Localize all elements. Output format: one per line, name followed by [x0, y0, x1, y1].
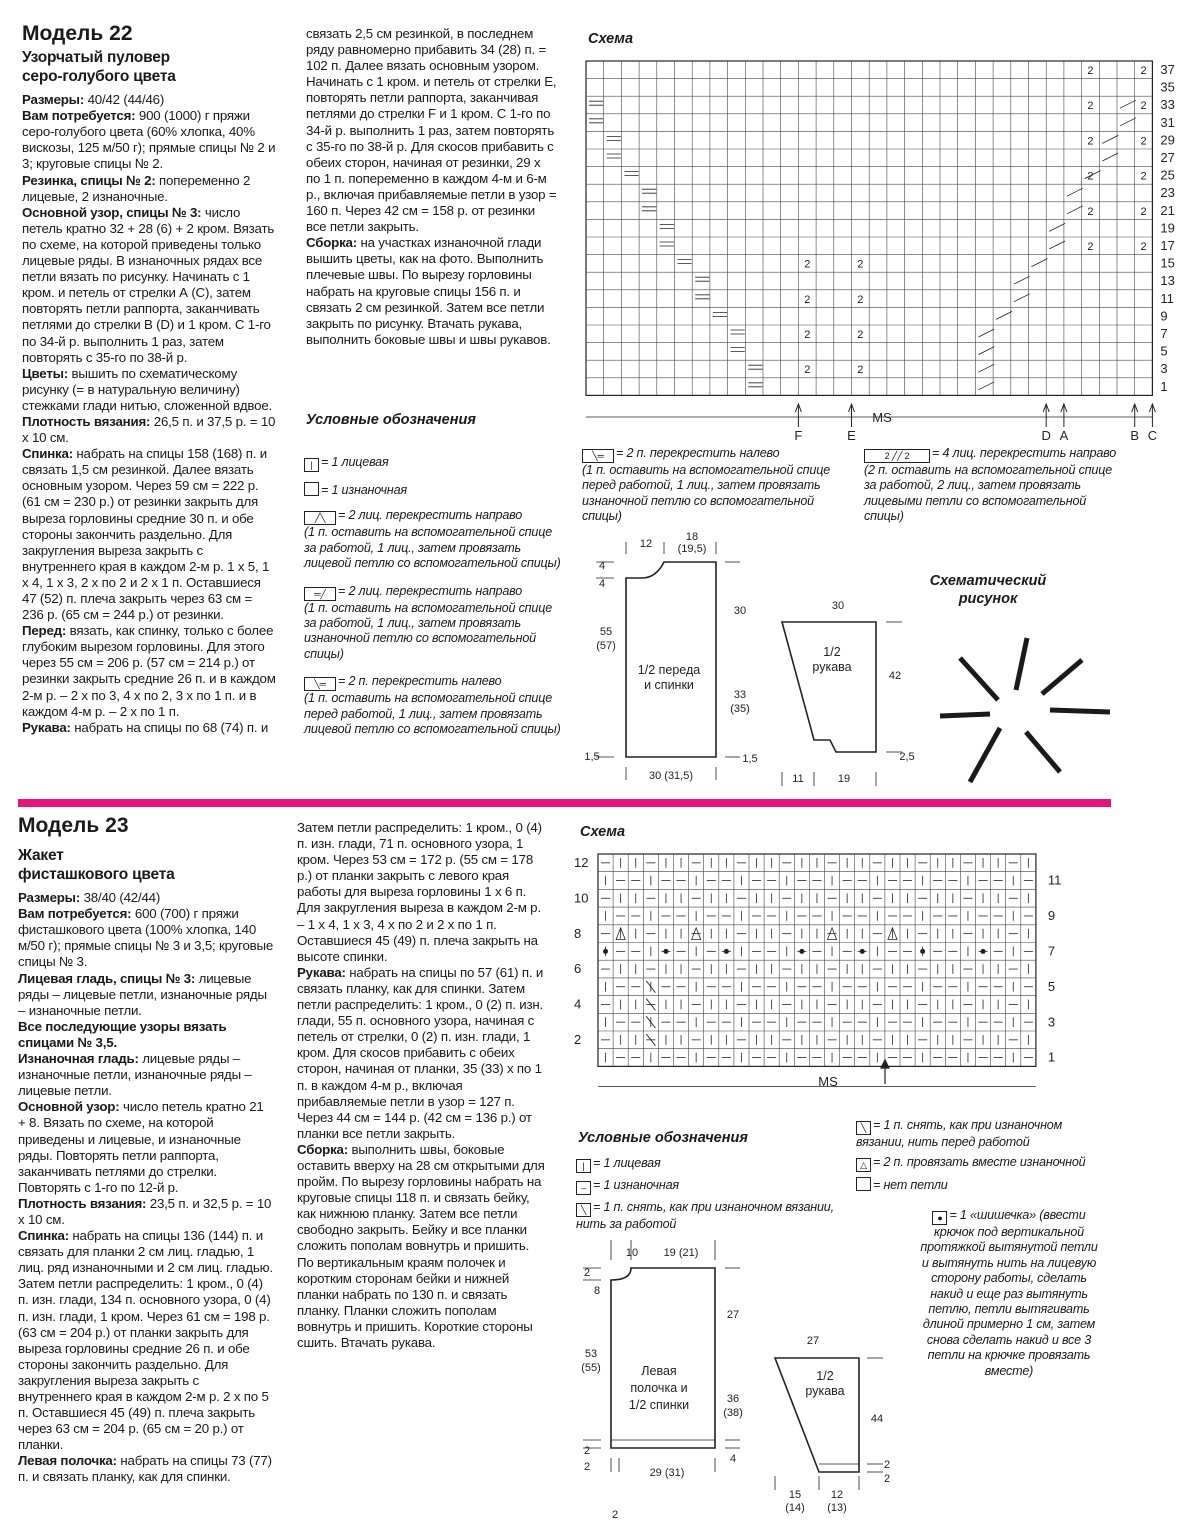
model22-col2-body	[306, 26, 558, 348]
model23-sleeve-bottom-b: 12	[830, 1489, 844, 1501]
model22-sleeve-outline	[782, 622, 876, 752]
cross-stitch-mark	[1014, 276, 1030, 284]
legend-purl: = 1 изнаночная	[304, 482, 564, 498]
paragraph	[18, 890, 274, 906]
paragraph	[18, 1228, 274, 1453]
paragraph-text: набрать на спицы 158 (168) п. и связать 1,5 см резинкой. Далее вязать основным узором. Через 59 см = 222 р. (61 см = 230 р.) от резинки закрыть для выреза горловины средние 30 п. и обе стороны закончить раздельно. Для закругления выреза закрыть с внутреннего края в каждом 2-м р. 1 х 5, 1 х 4, 1 х 3, 2 х по 2 и 2 х 1 п. Оставшиеся 47 (52) п. плеча закрыть через 63 см = 236 р. (65 см = 244 р.) от резинки.	[22, 446, 270, 623]
bobble-mark	[860, 949, 865, 954]
model23-chart	[570, 848, 1090, 1096]
model22-chart	[580, 55, 1185, 445]
cross-4-mark: 2	[804, 258, 811, 271]
cross-4-mark: 2	[1087, 205, 1094, 218]
legend23-no-stitch: = нет петли	[856, 1177, 1110, 1193]
model22-body-right-33: 33	[733, 689, 747, 701]
row-number: 7	[1160, 326, 1168, 341]
model23-body-top-a: 10	[625, 1247, 639, 1259]
paragraph	[22, 623, 276, 720]
paragraph-heading: Сборка:	[306, 235, 357, 251]
cross-4-mark: 2	[1140, 135, 1147, 148]
p2tog-symbol-icon: △	[856, 1158, 871, 1172]
cross-stitch-mark	[678, 260, 692, 264]
cross-4-mark: 2	[1087, 65, 1094, 77]
cross-4-mark: 2	[857, 293, 864, 306]
paragraph-text: 40/42 (44/46)	[84, 92, 165, 108]
cross-stitch-mark	[731, 348, 745, 352]
model22-body-top-b: 18	[685, 531, 699, 543]
legend-cross-right-2-note: (1 п. оставить на вспомогательной спице за работой, 1 лиц., затем провязать изнаночной петлю со вспомогательной спицы)	[304, 600, 553, 661]
paragraph-heading: Спинка:	[18, 1228, 69, 1244]
cross-4-mark: 2	[1140, 205, 1147, 218]
legend23-slip-back: ╲ = 1 п. снять, как при изнаночном вязании, нить за работой	[576, 1200, 834, 1231]
model23-subtitle: Жакет фисташкового цвета	[18, 847, 175, 884]
row-number: 25	[1160, 167, 1175, 183]
paragraph	[22, 366, 276, 414]
cross-stitch-mark	[1120, 100, 1136, 108]
paragraph	[297, 965, 549, 1142]
model23-legend-bobble	[916, 1208, 1102, 1379]
cross-4-mark: 2	[1140, 100, 1147, 113]
flower-petals-icon	[940, 638, 1110, 782]
model23-sleeve-right: 44	[870, 1413, 884, 1425]
model23-body-left-55: (55)	[581, 1362, 601, 1374]
model23-text-col2	[297, 820, 549, 1351]
paragraph-text: набрать на спицы 136 (144) п. и связать для планки 2 см лиц. гладью, 1 лиц. ряд изнаночными и 2 см лиц. гладью. Затем петли распределить: 1 кром., 0 (4) п. изн. глади, 134 п. основного узора, 0 (4) п. изн. глади, 1 кром. Через 61 см = 198 р. (63 см = 204 р.) от планки закрыть для выреза горловины средние 26 п. и обе стороны закончить раздельно. Для закругления выреза закрыть с внутреннего края в каждом 2-м р. 2 х по 5 п. Оставшиеся 45 (49) п. плеча закрыть через 63 см = 204 р. (65 см = 20 р.) от планки.	[18, 1228, 273, 1453]
paragraph-text: вышить по схематическому рисунку (= в натуральную величину) стежками глади нитью, сложенной вдвое.	[22, 365, 273, 413]
paragraph	[18, 1019, 274, 1051]
model22-title: Модель 22	[22, 22, 133, 45]
paragraph-heading: Плотность вязания:	[18, 1195, 147, 1211]
model22-body-outline	[626, 562, 716, 757]
cross-stitch-mark	[642, 207, 656, 211]
legend-knit: | = 1 лицевая	[304, 455, 564, 472]
paragraph-heading: Рукава:	[22, 719, 71, 735]
paragraph	[297, 820, 549, 965]
row-number: 29	[1160, 132, 1175, 148]
legend-cross-left-1: ╲═ = 2 п. перекрестить налево	[304, 674, 564, 691]
paragraph-heading: Основной узор, спицы № 3:	[22, 204, 202, 220]
cross-stitch-mark	[1120, 118, 1136, 126]
model23-chart-ms-label: MS	[818, 1074, 838, 1089]
model22-body-left-4a: 4	[598, 560, 606, 572]
cross-4-mark: 2	[804, 293, 811, 306]
legend23-knit: | = 1 лицевая	[576, 1156, 838, 1173]
model22-body-left-4b: 4	[598, 578, 606, 590]
model23-sleeve-top: 27	[806, 1335, 820, 1347]
knit-symbol-icon: |	[576, 1159, 591, 1173]
model22-sleeve-label-1: 1/2	[823, 645, 841, 659]
cross-stitch-mark	[1049, 241, 1065, 249]
model22-body-bottom: 30 (31,5)	[648, 770, 694, 782]
paragraph-text: 600 (700) г пряжи фисташкового цвета (100% хлопка, 140 м/50 г); прямые спицы № 3 и 3,5; круговые спицы № 3.	[18, 906, 274, 970]
row-number: 10	[574, 890, 589, 906]
row-number: 3	[1047, 1014, 1056, 1030]
paragraph	[18, 1099, 274, 1196]
cross-left-purl-symbol-icon: ╲═	[582, 449, 614, 463]
row-number: 27	[1160, 150, 1175, 165]
cross-stitch-mark	[713, 312, 727, 316]
paragraph	[18, 1196, 274, 1228]
model22-pattern-pieces	[580, 530, 940, 795]
model23-body-label-3: 1/2 спинки	[628, 1398, 690, 1412]
paragraph-heading: Сборка:	[297, 1141, 348, 1157]
cross-stitch-mark	[1032, 259, 1048, 267]
paragraph-heading: Резинка, спицы № 2:	[22, 172, 156, 188]
model23-legend-title: Условные обозначения	[578, 1130, 748, 1146]
paragraph-text: лицевые ряды – изнаночные петли, изнаночные ряды – лицевые петли.	[18, 1051, 252, 1099]
model23-sleeve-bottom-b2: (13)	[827, 1502, 847, 1514]
paragraph-text: лицевые ряды – лицевые петли, изнаночные ряды – изнаночные петли.	[18, 970, 267, 1018]
cross-right-purl-symbol-icon: ═╱	[304, 587, 336, 601]
paragraph	[297, 1142, 549, 1351]
row-number: 9	[1160, 308, 1168, 324]
model22-sleeve-top: 30	[831, 600, 845, 612]
model23-sleeve-right-2b: 2	[883, 1473, 891, 1485]
row-number: 6	[574, 961, 582, 977]
model22-body-right-35: (35)	[730, 703, 750, 715]
paragraph-text: набрать на спицы по 57 (61) п. и связать планку, как для спинки. Затем петли распределить: 1 кром., 0 (2) п. изн. глади, 55 п. основного узора, начиная с петель от стрелки, 0 (2) п. изн. глади, 1 кром. Для скосов прибавить с обеих сторон, начиная от планки, 35 (33) х по 1 п. в каждом 4-м р., включая прибавляемые петли в узор = 127 п. Через 44 см = 144 р. (42 см = 136 р.) от планки все петли закрыть.	[297, 964, 544, 1141]
row-number: 5	[1047, 978, 1056, 994]
model23-text-col1	[18, 814, 274, 1486]
paragraph	[306, 235, 558, 348]
chart-arrow-label: C	[1147, 428, 1158, 443]
paragraph-heading: Размеры:	[22, 92, 85, 108]
cross-4-mark: 2	[857, 329, 864, 341]
model23-body-top-b: 19 (21)	[663, 1247, 699, 1259]
model23-sleeve-label-2: рукава	[805, 1384, 845, 1398]
cross-stitch-mark	[607, 136, 621, 140]
paragraph-heading: Спинка:	[22, 446, 73, 462]
row-number: 37	[1160, 62, 1175, 77]
bobble-mark	[920, 949, 925, 954]
row-number: 1	[1047, 1049, 1056, 1065]
paragraph-text: число петель кратно 32 + 28 (6) + 2 кром. Вязать по схеме, на которой приведены только лицевые ряды. В изнаночных рядах все петли вязать по рисунку. Начинать с 1 кром. и петель от стрелки А (С), затем повторять петли раппорта, заканчивать петлями до стрелки В (D) и 1 кром. С 1-го по 34-й р. выполнить 1 раз, затем повторять с 35-го по 38-й р.	[22, 204, 275, 365]
cross-stitch-mark	[642, 189, 656, 193]
paragraph	[22, 414, 276, 446]
bobble-mark	[603, 949, 608, 954]
cross-stitch-mark	[660, 224, 674, 228]
row-number: 31	[1160, 114, 1175, 130]
cross-4-mark: 2	[857, 364, 864, 377]
row-number: 5	[1160, 343, 1168, 359]
paragraph-text: выполнить швы, боковые оставить вверху на 28 см открытыми для пройм. По вырезу горловины набрать на круговые спицы 118 п. и связать бейку, как нижнюю планку. Затем все петли свободно закрыть. Бейку и все планки сложить пополам вовнутрь и пришить. По вертикальным краям полочек и коротким сторонам бейки и нижней планки набрать по 130 п. и связать планку. Планки сложить пополам вовнутрь и пришить. Короткие стороны сшить. Втачать рукава.	[297, 1141, 545, 1350]
row-number: 21	[1160, 202, 1175, 218]
row-number: 2	[574, 1032, 582, 1047]
row-number: 11	[1047, 872, 1062, 888]
cross-4-mark: 2	[1140, 241, 1147, 253]
cross-stitch-mark	[748, 365, 762, 369]
paragraph	[18, 1453, 274, 1485]
model22-body-right-30: 30	[733, 605, 747, 617]
cross-4-mark: 2	[1140, 170, 1147, 183]
model23-body-right-36: 36	[726, 1393, 740, 1405]
model23-sleeve-right-2a: 2	[883, 1459, 891, 1471]
chart-arrow-label: E	[847, 428, 856, 443]
paragraph-heading: Все последующие узоры вязать спицами № 3,5.	[18, 1018, 227, 1050]
model23-body-label-2: полочка и	[630, 1381, 688, 1395]
model22-body-top-b2: (19,5)	[677, 543, 707, 555]
model23-body-left-2c: 2	[583, 1461, 591, 1473]
paragraph-heading: Вам потребуется:	[18, 906, 132, 922]
model22-chart-ms-label: MS	[872, 410, 892, 425]
paragraph-text: на участках изнаночной глади вышить цветы, как на фото. Выполнить плечевые швы. По вырезу горловины набрать на круговые спицы 156 п. и связать 2 см резинкой. Затем все петли закрыть по рисунку. Втачать рукава, выполнить боковые швы и швы рукавов.	[306, 235, 551, 347]
cross-stitch-mark	[1049, 223, 1065, 231]
cross-stitch-mark	[1102, 153, 1118, 161]
model23-body-bottom: 29 (31)	[649, 1467, 685, 1479]
model23-schema-title: Схема	[580, 824, 626, 840]
chart-arrow-label: B	[1130, 428, 1140, 443]
model23-body-right-27: 27	[726, 1309, 740, 1321]
purl-symbol-icon: –	[576, 1181, 591, 1195]
row-number: 1	[1160, 378, 1168, 394]
model22-text-col1	[22, 22, 276, 736]
cross-stitch-mark	[1014, 294, 1030, 302]
cross-stitch-mark	[996, 311, 1012, 319]
model23-body-right-38: (38)	[723, 1407, 743, 1419]
model22-schematic-title: Схематический рисунок	[929, 573, 1047, 607]
model22-subtitle: Узорчатый пуловер серо-голубого цвета	[22, 49, 176, 86]
model23-sleeve-bottom-a: 15	[788, 1489, 802, 1501]
row-number: 12	[574, 855, 589, 870]
bobble-mark	[724, 949, 729, 954]
model23-pattern-pieces	[575, 1240, 905, 1523]
row-number: 23	[1160, 185, 1175, 201]
model23-body-outline	[611, 1268, 715, 1448]
legend-cross-left-2-note: (1 п. оставить на вспомогательной спице перед работой, 1 лиц., затем провязать изнаночной петлю со вспомогательной спицы)	[582, 463, 831, 524]
model23-body-left-2a: 2	[583, 1267, 591, 1279]
paragraph	[18, 1051, 274, 1099]
paragraph-heading: Вам потребуется:	[22, 108, 136, 124]
cross-4-mark: 2	[1087, 241, 1094, 253]
model22-body-left-55: 55	[599, 626, 613, 638]
legend-cross-left-2: ╲═ = 2 п. перекрестить налево	[582, 446, 850, 463]
bobble-mark	[663, 949, 668, 954]
model22-sleeve-bottom-b: 19	[837, 773, 851, 785]
cross-4-mark: 2	[1140, 65, 1147, 77]
model23-body-bottom-2: 2	[611, 1509, 619, 1521]
cross-4-mark: 2	[1087, 170, 1094, 183]
legend23-bobble: ● = 1 «шишечка» (ввести крючок под вертикальной протяжкой вытянутой петли и вытянуть нить на лицевую сторону работы, сделать накид и еще раз вытянуть петлю, петли вытягивать длиной примерно 1 см, затем снова сделать накид и все 3 петли на крючке провязать вместе)	[920, 1208, 1098, 1378]
model23-body-left-2b: 2	[583, 1445, 591, 1457]
legend-cross-right-1: ╱╲ = 2 лиц. перекрестить направо	[304, 508, 564, 525]
paragraph-heading: Левая полочка:	[18, 1453, 117, 1469]
row-number: 15	[1160, 255, 1175, 271]
row-number: 17	[1160, 238, 1175, 253]
paragraph-text: 900 (1000) г пряжи серо-голубого цвета (60% хлопка, 40% вискозы, 125 м/50 г); прямые спицы № 2 и 3; круговые спицы № 2.	[22, 108, 276, 172]
model22-chart-row-numbers	[1160, 62, 1174, 394]
model22-sleeve-label-2: рукава	[812, 660, 852, 674]
cross-stitch-mark	[695, 277, 709, 281]
paragraph	[22, 108, 276, 172]
cross-4-mark: 2	[1087, 135, 1094, 148]
legend-cross-right-1-note: (1 п. оставить на вспомогательной спице за работой, 1 лиц., затем провязать лицевой петлю со вспомогательной спицы)	[304, 525, 561, 571]
model22-body-label-1: 1/2 переда	[637, 663, 701, 677]
cross-stitch-mark	[624, 172, 638, 176]
model22-legend-cross4	[864, 446, 1124, 525]
model23-body-label-1: Левая	[641, 1364, 677, 1378]
cross-stitch-mark	[978, 347, 994, 355]
row-number: 11	[1160, 290, 1174, 306]
model22-sleeve-right: 42	[888, 670, 902, 682]
knit-symbol-icon: |	[304, 458, 319, 472]
chart-arrow-label: D	[1041, 428, 1051, 443]
model22-sleeve-right-25: 2,5	[899, 751, 915, 763]
cross-left-symbol-icon: ╲═	[304, 677, 336, 691]
paragraph-heading: Плотность вязания:	[22, 413, 151, 429]
model22-body-right-15: 1,5	[742, 753, 758, 765]
model23-chart-arrow-icon	[881, 1060, 889, 1084]
chart-arrow-label: F	[794, 428, 803, 443]
cross-4-symbol-icon: 2 ╱╱ 2	[864, 449, 930, 463]
paragraph-text: 23,5 п. и 32,5 р. = 10 х 10 см.	[18, 1195, 272, 1227]
model22-legend-title: Условные обозначения	[306, 412, 476, 428]
cross-stitch-mark	[1067, 206, 1083, 214]
paragraph	[18, 971, 274, 1019]
cross-4-mark: 2	[804, 329, 811, 341]
paragraph-text: число петель кратно 21 + 8. Вязать по схеме, на которой приведены и лицевые, и изнаночные ряды. Повторять петли раппорта, заканчивать петлями до стрелки. Повторять с 1-го по 12-й р.	[18, 1099, 264, 1195]
model22-text-col2	[306, 26, 558, 348]
cross-4-mark: 2	[1087, 100, 1094, 113]
paragraph-text: вязать, как спинку, только с более глубоким вырезом горловины. Для этого через 55 см = 206 р. (57 см = 214 р.) от резинки закрыть средние 26 п. и в каждом 2-м р. – 2 х по 3, 4 х по 2, 3 х по 1 п. и в каждом 4-м р. – 2 х по 1 п.	[22, 623, 276, 719]
row-number: 19	[1160, 220, 1175, 236]
cross-stitch-mark	[1067, 188, 1083, 196]
paragraph-heading: Перед:	[22, 623, 67, 639]
model22-body-top-a: 12	[639, 538, 653, 550]
row-number: 9	[1047, 908, 1056, 924]
paragraph-text: набрать на спицы по 68 (74) п. и	[70, 719, 269, 735]
legend-cross-4-note: (2 п. оставить на вспомогательной спице за работой, 2 лиц., затем провязать лицевыми петли со вспомогательной спицы)	[864, 463, 1113, 524]
legend23-purl: – = 1 изнаночная	[576, 1178, 838, 1195]
model23-title: Модель 23	[18, 814, 129, 837]
model23-sleeve-bottom-a2: (14)	[785, 1502, 805, 1514]
row-number: 13	[1160, 273, 1175, 289]
cross-stitch-mark	[978, 364, 994, 372]
legend-cross-left-1-note: (1 п. оставить на вспомогательной спице перед работой, 1 лиц., затем провязать лицевой петлю со вспомогательной спицы)	[304, 691, 561, 737]
legend23-p2tog: △ = 2 п. провязать вместе изнаночной	[856, 1155, 1110, 1172]
paragraph-text: связать 2,5 см резинкой, в последнем ряду равномерно прибавить 34 (28) п. = 102 п. Далее вязать основным узором. Начинать с 1 кром. и петель от стрелки Е, повторять петли раппорта, заканчивая петлями до стрелки F и 1 кром. С 1-го по 34-й р. выполнить 1 раз, затем повторять с 35-го по 38-й р. Для скосов прибавить с обеих сторон, начиная от резинки, 29 х по 1 п. попеременно в каждом 4-м и 6-м р., включая прибавляемые петли в узор = 160 п. Через 42 см = 158 р. от резинки все петли закрыть.	[306, 26, 557, 235]
cross-4-mark: 2	[804, 364, 811, 377]
paragraph-text: попеременно 2 лицевые, 2 изнаночные.	[22, 172, 251, 204]
model22-col1-body	[22, 92, 276, 736]
paragraph	[22, 446, 276, 623]
cross-stitch-mark	[748, 383, 762, 387]
row-number: 8	[574, 925, 582, 941]
model22-sleeve-bottom-a: 11	[792, 773, 804, 785]
cross-right-symbol-icon: ╱╲	[304, 511, 336, 525]
paragraph	[22, 205, 276, 366]
purl-symbol-icon	[304, 482, 319, 496]
flower-schematic	[930, 630, 1120, 790]
model23-chart-row-numbers	[574, 855, 1061, 1065]
model23-body-right-4: 4	[729, 1453, 737, 1465]
model23-sleeve-label-1: 1/2	[816, 1369, 834, 1383]
no-stitch-symbol-icon	[856, 1177, 871, 1191]
model23-body-left-8: 8	[593, 1285, 601, 1297]
model23-col2-body	[297, 820, 549, 1351]
paragraph-text: набрать на спицы 73 (77) п. и связать планку, как для спинки.	[18, 1453, 272, 1485]
chart-arrow-label: A	[1059, 428, 1069, 443]
section-divider	[18, 799, 1111, 807]
row-number: 35	[1160, 79, 1175, 95]
paragraph	[306, 26, 558, 235]
bobble-mark	[799, 949, 804, 954]
model22-body-label-2: и спинки	[644, 678, 694, 692]
model22-body-left-15: 1,5	[584, 751, 600, 763]
paragraph	[22, 92, 276, 108]
paragraph-heading: Цветы:	[22, 365, 69, 381]
paragraph-text: 26,5 п. и 37,5 р. = 10 х 10 см.	[22, 413, 276, 446]
cross-4-mark: 2	[857, 258, 864, 271]
row-number: 4	[574, 996, 582, 1012]
paragraph-heading: Размеры:	[18, 890, 81, 906]
model23-col1-body	[18, 890, 274, 1485]
bobble-symbol-icon: ●	[932, 1211, 947, 1225]
row-number: 7	[1047, 943, 1056, 959]
cross-stitch-mark	[607, 154, 621, 158]
cross-stitch-mark	[695, 295, 709, 299]
model23-body-left-53: 53	[584, 1348, 598, 1360]
paragraph-text: 38/40 (42/44)	[80, 890, 161, 906]
paragraph	[18, 906, 274, 970]
model22-legend	[304, 455, 564, 737]
legend-cross-4: 2 ╱╱ 2 = 4 лиц. перекрестить направо	[864, 446, 1124, 463]
paragraph-text: Затем петли распределить: 1 кром., 0 (4) п. изн. глади, 71 п. основного узора, 1 кром. Через 53 см = 172 р. (55 см = 178 р.) от планки закрыть с левого края работы для выреза горловины 1 х 6 п. Для закругления выреза в каждом 2-м р. – 1 х 4, 1 х 3, 4 х по 2 и 2 х по 1 п. Оставшиеся 45 (49) п. плеча закрыть на высоте спинки.	[297, 820, 542, 964]
model23-legend-right	[856, 1118, 1110, 1202]
bobble-mark	[981, 949, 986, 954]
cross-stitch-mark	[731, 330, 745, 334]
cross-stitch-mark	[1102, 135, 1118, 143]
cross-stitch-mark	[660, 242, 674, 246]
model22-body-left-57: (57)	[596, 640, 616, 652]
cross-stitch-mark	[978, 382, 994, 390]
cross-stitch-mark	[978, 329, 994, 337]
paragraph	[22, 720, 276, 736]
paragraph-heading: Лицевая гладь, спицы № 3:	[18, 970, 196, 986]
row-number: 3	[1160, 361, 1168, 377]
cross-stitch-mark	[589, 119, 603, 123]
model22-legend-right	[582, 446, 850, 525]
legend23-slip-front: ╲ = 1 п. снять, как при изнаночном вязании, нить перед работой	[856, 1118, 1063, 1149]
paragraph-heading: Основной узор:	[18, 1099, 120, 1115]
paragraph	[22, 173, 276, 205]
model23-legend-left	[576, 1156, 838, 1232]
paragraph-heading: Рукава:	[297, 964, 346, 980]
paragraph-heading: Изнаночная гладь:	[18, 1051, 139, 1067]
cross-stitch-mark	[589, 101, 603, 105]
legend-cross-right-2: ═╱ = 2 лиц. перекрестить направо	[304, 584, 564, 601]
row-number: 33	[1160, 97, 1175, 113]
slip-front-symbol-icon: ╲	[856, 1121, 871, 1135]
slip-back-symbol-icon: ╲	[576, 1203, 591, 1217]
model22-schema-title: Схема	[588, 31, 634, 47]
